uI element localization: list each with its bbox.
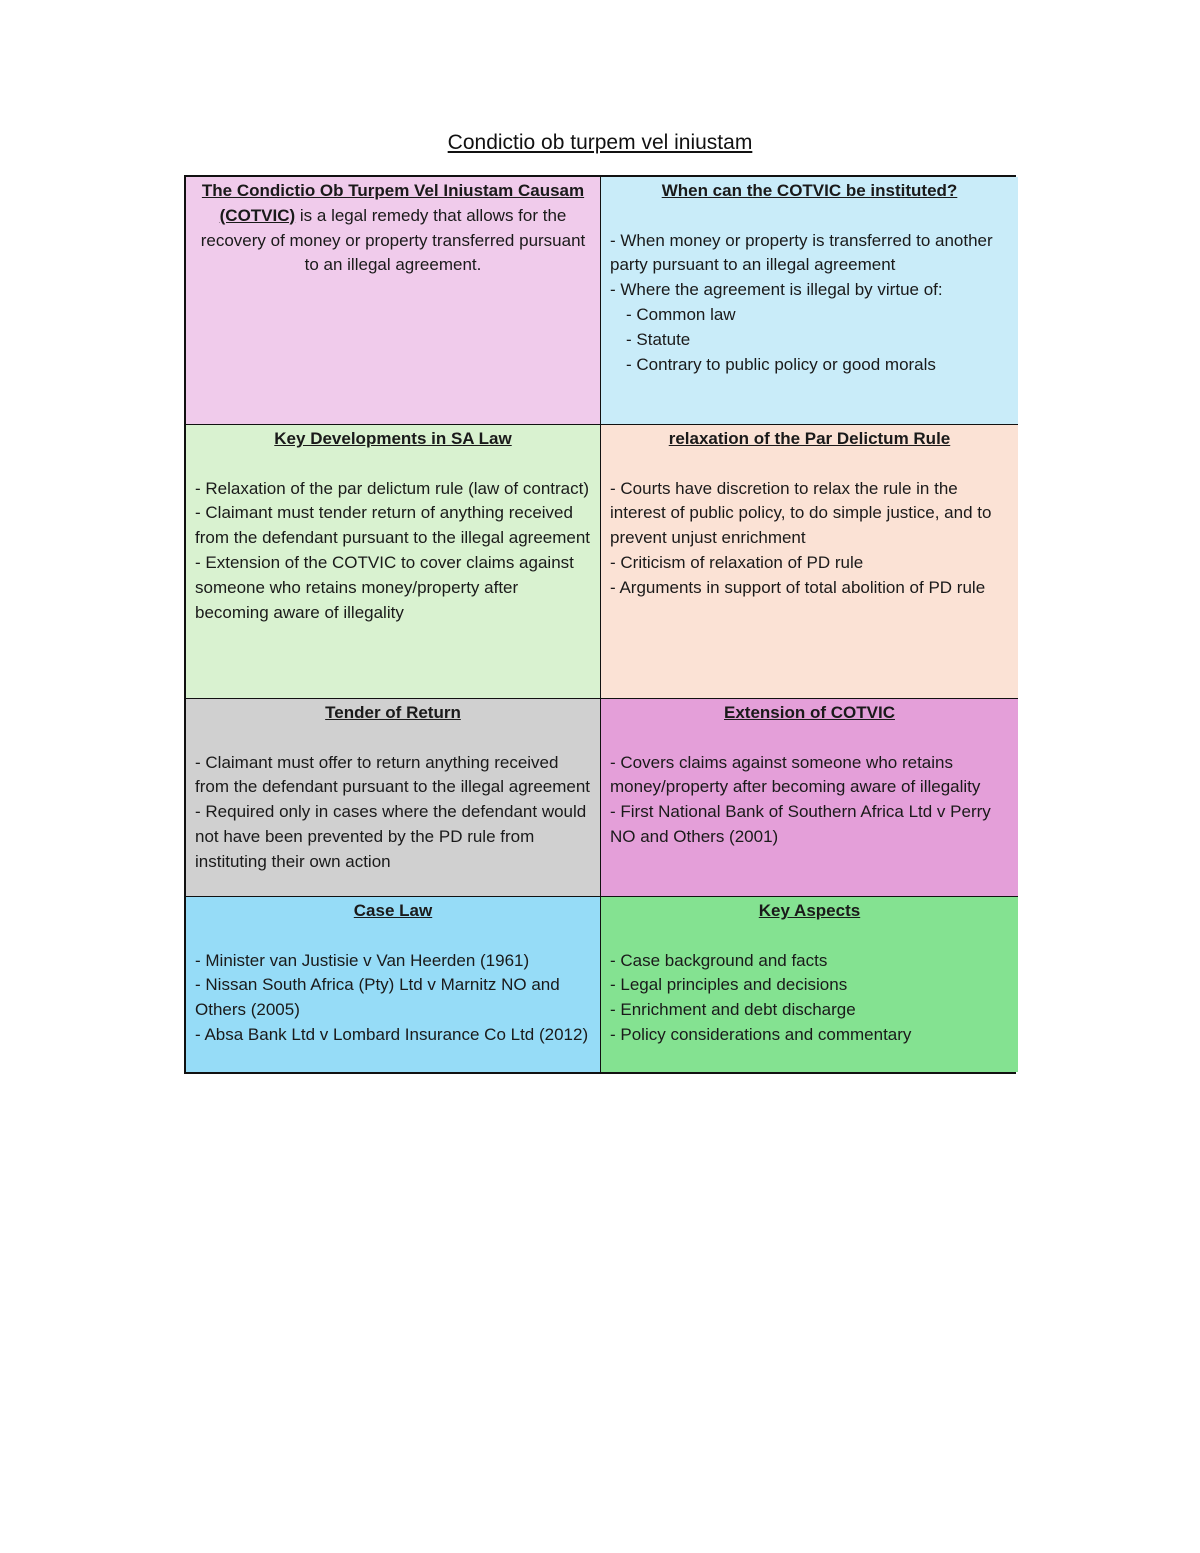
when-sub-line: - Contrary to public policy or good morals [626, 354, 936, 374]
cell-case-law [186, 897, 601, 1072]
developments-heading: Key Developments in SA Law [274, 429, 512, 448]
cell-key-developments [186, 425, 601, 699]
relaxation-line: - Courts have discretion to relax the rule in the interest of public policy, to do simple justice, and to prevent unjust enrichment [610, 478, 992, 548]
tender-line: - Claimant must offer to return anything received from the defendant pursuant to the illegal agreement [195, 752, 591, 797]
aspects-line: - Policy considerations and commentary [610, 1024, 912, 1044]
aspects-line: - Enrichment and debt discharge [610, 1000, 856, 1020]
intro-paragraph [195, 179, 591, 278]
tender-heading: Tender of Return [325, 703, 461, 722]
cell-when-instituted [601, 177, 1018, 425]
cell-intro [186, 177, 601, 425]
caselaw-heading: Case Law [353, 901, 433, 920]
developments-line: - Relaxation of the par delictum rule (law of contract) [195, 478, 590, 498]
when-heading: When can the COTVIC be instituted? [661, 181, 958, 200]
relaxation-line: - Arguments in support of total abolition of PD rule [610, 577, 986, 597]
developments-line: - Claimant must tender return of anything received from the defendant pursuant to the illegal agreement [195, 503, 591, 548]
summary-grid [184, 175, 1016, 1074]
intro-heading: The Condictio Ob Turpem Vel Iniustam Causam (COTVIC) [201, 181, 585, 225]
caselaw-line: - Minister van Justisie v Van Heerden (1961) [195, 950, 530, 970]
aspects-line: - Legal principles and decisions [610, 975, 848, 995]
page-title: Condictio ob turpem vel iniustam [447, 131, 753, 154]
extension-line: - First National Bank of Southern Africa Ltd v Perry NO and Others (2001) [610, 802, 991, 846]
tender-line: - Required only in cases where the defendant would not have been prevented by the PD rule from instituting their own action [195, 802, 587, 871]
relaxation-heading: relaxation of the Par Delictum Rule [668, 429, 951, 448]
intro-text: is a legal remedy that allows for the recovery of money or property transferred pursuant to an illegal agreement. [200, 205, 586, 275]
developments-line: - Extension of the COTVIC to cover claims against someone who retains money/property after becoming aware of illegality [195, 552, 574, 622]
aspects-line: - Case background and facts [610, 950, 828, 970]
caselaw-line: - Absa Bank Ltd v Lombard Insurance Co Ltd (2012) [195, 1024, 589, 1044]
extension-line: - Covers claims against someone who retains money/property after becoming aware of illegality [610, 752, 981, 797]
when-line: - When money or property is transferred to another party pursuant to an illegal agreement [610, 230, 993, 275]
cell-extension [601, 699, 1018, 897]
aspects-heading: Key Aspects [758, 901, 861, 920]
cell-tender-of-return [186, 699, 601, 897]
when-line: - Where the agreement is illegal by virtue of: [610, 280, 943, 300]
cell-key-aspects [601, 897, 1018, 1072]
extension-heading: Extension of COTVIC [724, 703, 895, 722]
caselaw-line: - Nissan South Africa (Pty) Ltd v Marnitz NO and Others (2005) [195, 975, 560, 1020]
when-sub-line: - Common law [626, 304, 736, 324]
when-sub-line: - Statute [626, 329, 691, 349]
relaxation-line: - Criticism of relaxation of PD rule [610, 552, 864, 572]
cell-relaxation [601, 425, 1018, 699]
